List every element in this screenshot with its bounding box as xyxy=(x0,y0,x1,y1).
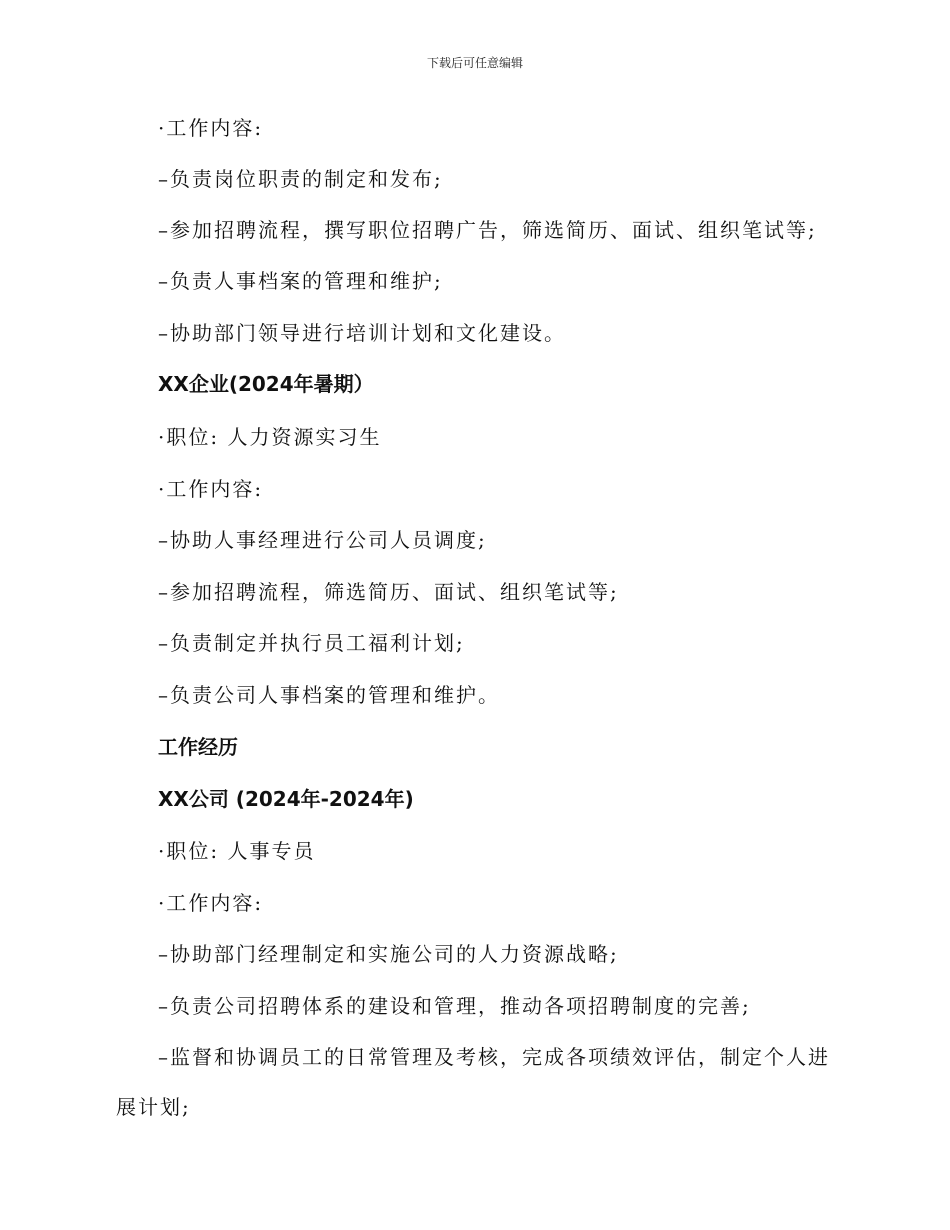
text-line: –协助人事经理进行公司人员调度; xyxy=(158,528,487,552)
section-heading: 工作经历 xyxy=(158,735,238,759)
text-line: –参加招聘流程，筛选简历、面试、组织笔试等; xyxy=(158,580,619,604)
text-line: –负责制定并执行员工福利计划; xyxy=(158,631,465,655)
text-line: ·工作内容: xyxy=(158,116,264,140)
company-heading: XX公司 (2024年-2024年) xyxy=(158,787,414,811)
text-line: –负责人事档案的管理和维护; xyxy=(158,269,443,293)
text-line: ·职位: 人力资源实习生 xyxy=(158,425,382,449)
text-line: –负责岗位职责的制定和发布; xyxy=(158,167,443,191)
text-line: ·工作内容: xyxy=(158,891,264,915)
text-line: ·职位: 人事专员 xyxy=(158,839,316,863)
text-line: ·工作内容: xyxy=(158,477,264,501)
text-line: –负责公司招聘体系的建设和管理，推动各项招聘制度的完善; xyxy=(158,994,751,1018)
text-line: –负责公司人事档案的管理和维护。 xyxy=(158,683,500,707)
company-heading: XX企业(2024年暑期） xyxy=(158,372,374,396)
text-line: –协助部门经理制定和实施公司的人力资源战略; xyxy=(158,942,619,966)
text-paragraph: –监督和协调员工的日常管理及考核，完成各项绩效评估，制定个人进展计划; xyxy=(116,1045,830,1119)
page-header: 下载后可任意编辑 xyxy=(426,56,523,70)
text-line: –参加招聘流程，撰写职位招聘广告，筛选简历、面试、组织笔试等; xyxy=(158,218,817,242)
text-line: –协助部门领导进行培训计划和文化建设。 xyxy=(158,321,566,345)
